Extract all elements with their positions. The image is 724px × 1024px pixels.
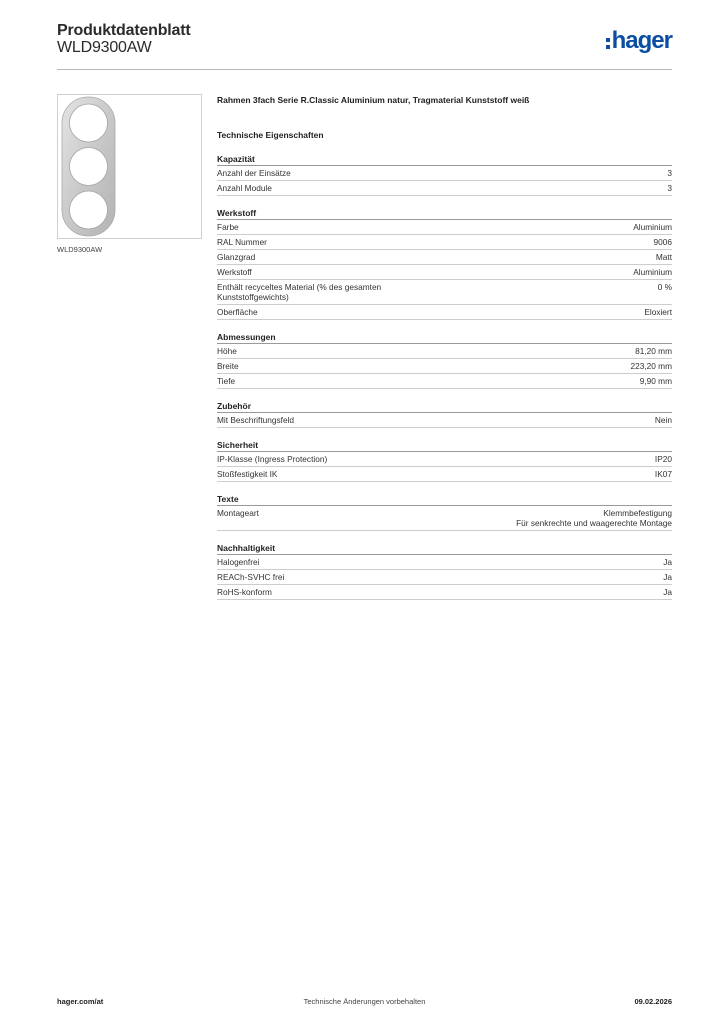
spec-value-text: Klemmbefestigung — [603, 508, 672, 518]
spec-value-text: 3 — [667, 168, 672, 178]
spec-value — [655, 454, 672, 464]
spec-value-text: Aluminium — [633, 222, 672, 232]
spec-label: Farbe — [217, 222, 239, 232]
spec-row — [217, 585, 672, 600]
spec-value-text: 0 % — [657, 282, 672, 292]
footer-date: 09.02.2026 — [634, 997, 672, 1006]
spec-row — [217, 235, 672, 250]
spec-value — [640, 376, 672, 386]
spec-value-text: 81,20 mm — [635, 346, 672, 356]
spec-label: Mit Beschriftungsfeld — [217, 415, 295, 425]
spec-row — [217, 506, 672, 531]
spec-label: Halogenfrei — [217, 557, 260, 567]
spec-label: Werkstoff — [217, 267, 252, 277]
spec-section — [217, 332, 672, 389]
spec-label: REACh-SVHC frei — [217, 572, 285, 582]
spec-row — [217, 344, 672, 359]
spec-value — [655, 469, 672, 479]
spec-value-text: Ja — [663, 572, 672, 582]
spec-sections — [217, 154, 672, 600]
spec-value-text: 9,90 mm — [639, 376, 672, 386]
spec-value — [654, 237, 672, 247]
spec-label: RoHS-konform — [217, 587, 272, 597]
section-title: Abmessungen — [217, 332, 672, 344]
page-title: Produktdatenblatt — [57, 22, 191, 39]
spec-value-text: IP20 — [654, 454, 672, 464]
spec-label: Oberfläche — [217, 307, 258, 317]
spec-value-text: 3 — [667, 183, 672, 193]
spec-label: IP-Klasse (Ingress Protection) — [217, 454, 328, 464]
spec-label: Breite — [217, 361, 239, 371]
spec-label: Stoßfestigkeit IK — [217, 469, 278, 479]
spec-value-text: Für senkrechte und waagerechte Montage — [516, 518, 672, 528]
spec-row — [217, 305, 672, 320]
spec-section — [217, 543, 672, 600]
spec-value — [655, 415, 672, 425]
brand-name: hager — [611, 27, 672, 54]
spec-value — [644, 307, 672, 317]
spec-row — [217, 570, 672, 585]
spec-row — [217, 452, 672, 467]
spec-value — [630, 361, 672, 371]
spec-value — [667, 168, 672, 178]
spec-section — [217, 440, 672, 482]
footer-website-link[interactable]: hager.com/at — [57, 997, 104, 1006]
page-header — [57, 22, 672, 70]
spec-value-text: Matt — [655, 252, 672, 262]
spec-label: Glanzgrad — [217, 252, 256, 262]
spec-value — [663, 587, 672, 597]
spec-row — [217, 359, 672, 374]
spec-row — [217, 181, 672, 196]
section-title: Sicherheit — [217, 440, 672, 452]
spec-row — [217, 555, 672, 570]
logo-dots-icon — [606, 38, 610, 49]
spec-value-text: Eloxiert — [644, 307, 672, 317]
spec-label: Tiefe — [217, 376, 236, 386]
spec-value-text: Nein — [654, 415, 672, 425]
product-image — [57, 94, 202, 239]
spec-section — [217, 401, 672, 428]
spec-value — [633, 222, 672, 232]
spec-value — [667, 183, 672, 193]
article-number: WLD9300AW — [57, 39, 152, 56]
spec-row — [217, 280, 672, 305]
spec-row — [217, 374, 672, 389]
spec-value-text: 9006 — [653, 237, 672, 247]
spec-section — [217, 494, 672, 531]
spec-section — [217, 154, 672, 196]
spec-value — [658, 282, 672, 292]
spec-value-text: 223,20 mm — [630, 361, 672, 371]
spec-value — [633, 267, 672, 277]
spec-row — [217, 220, 672, 235]
spec-label: Enthält recyceltes Material (% des gesamten Kunststoffgewichts) — [217, 282, 382, 302]
spec-value — [516, 508, 672, 528]
image-caption: WLD9300AW — [57, 245, 103, 254]
spec-row — [217, 250, 672, 265]
section-title: Zubehör — [217, 401, 672, 413]
spec-label: RAL Nummer — [217, 237, 267, 247]
section-title: Kapazität — [217, 154, 672, 166]
spec-section — [217, 208, 672, 320]
spec-value — [635, 346, 672, 356]
spec-label: Anzahl der Einsätze — [217, 168, 291, 178]
spec-label: Anzahl Module — [217, 183, 272, 193]
spec-label: Montageart — [217, 508, 259, 518]
section-title: Werkstoff — [217, 208, 672, 220]
footer-notice: Technische Änderungen vorbehalten — [303, 997, 426, 1006]
spec-row — [217, 467, 672, 482]
spec-label: Höhe — [217, 346, 237, 356]
spec-value-text: Aluminium — [633, 267, 672, 277]
spec-value — [663, 557, 672, 567]
spec-row — [217, 265, 672, 280]
frame-3fold-icon — [58, 95, 201, 238]
spec-row — [217, 413, 672, 428]
section-title: Texte — [217, 494, 672, 506]
spec-content — [217, 95, 672, 600]
spec-value-text: IK07 — [654, 469, 672, 479]
spec-value — [656, 252, 672, 262]
tech-properties-heading: Technische Eigenschaften — [217, 130, 324, 140]
spec-value-text: Ja — [663, 587, 672, 597]
spec-value — [663, 572, 672, 582]
section-title: Nachhaltigkeit — [217, 543, 672, 555]
hager-logo — [606, 28, 672, 54]
product-description: Rahmen 3fach Serie R.Classic Aluminium natur, Tragmaterial Kunststoff weiß — [217, 95, 530, 105]
spec-row — [217, 166, 672, 181]
spec-value-text: Ja — [663, 557, 672, 567]
page-footer — [57, 997, 672, 1011]
